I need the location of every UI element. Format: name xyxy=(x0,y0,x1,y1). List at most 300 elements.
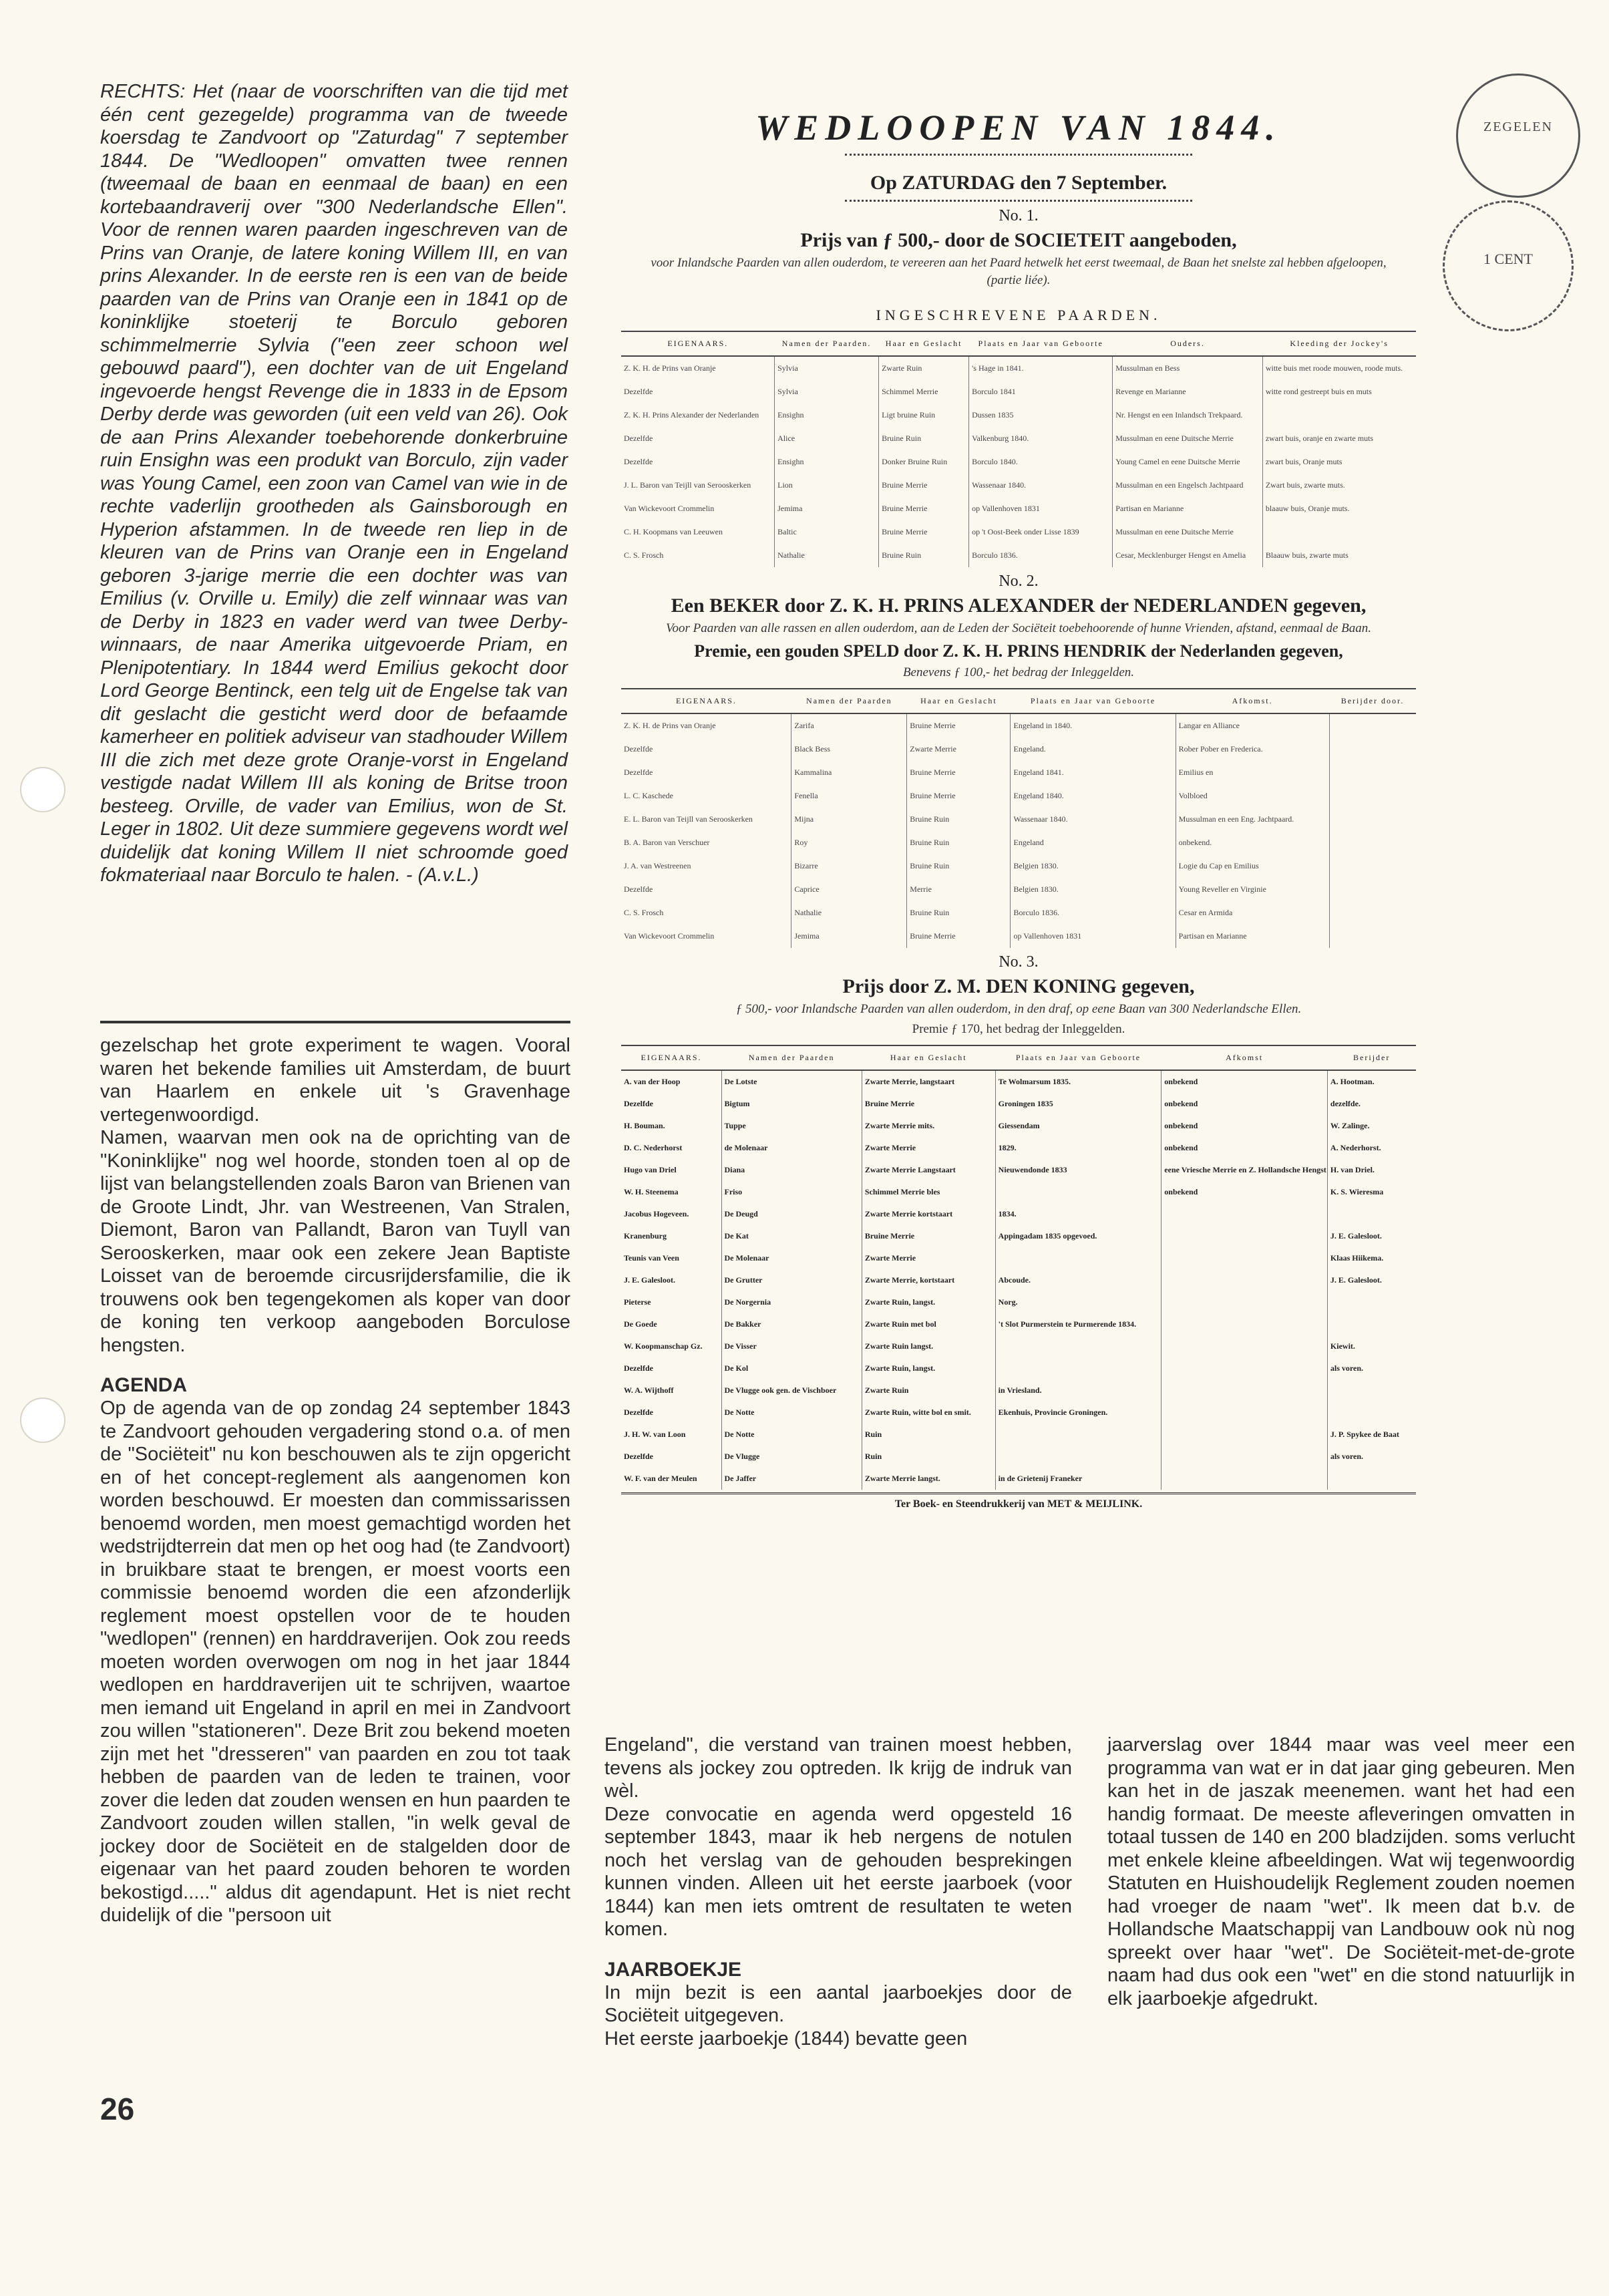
table-cell: 1829. xyxy=(995,1137,1161,1159)
paragraph: Het eerste jaarboekje (1844) bevatte geen xyxy=(604,2027,968,2049)
table-cell: Zwarte Merrie xyxy=(862,1137,995,1159)
table-header: Plaats en Jaar van Geboorte xyxy=(1011,689,1176,713)
table-cell xyxy=(1329,737,1416,761)
table-cell xyxy=(1161,1335,1328,1357)
table-cell: Zwarte Ruin langst. xyxy=(862,1335,995,1357)
table-header: Namen der Paarden xyxy=(721,1045,862,1070)
table-cell: op Vallenhoven 1831 xyxy=(1011,925,1176,948)
table-cell: Bruine Merrie xyxy=(879,474,969,497)
table-row xyxy=(621,1313,1416,1335)
table-row xyxy=(621,713,1416,737)
table-cell: W. F. van der Meulen xyxy=(624,1474,697,1483)
photo-caption: RECHTS: Het (naar de voorschriften van die tijd met één cent gezegelde) programma van de tweede koersdag te Zandvoort op "Zaturdag" 7 september 1844. De "Wedloopen" omvatten twee rennen (tweemaal de baan en eenmaal de baan) en een kortebaandraverij over "300 Nederlandsche Ellen". Voor de rennen waren paarden ingeschreven van de Prins van Oranje, de latere koning Willem III, en van prins Alexander. In de eerste ren is een van de beide paarden van de Prins van Oranje een in 1841 op de koninklijke stoeterij te Borculo geboren schimmelmerrie Sylvia ("een zeer schoon wel gebouwd paard"), een dochter van de uit Engeland ingevoerde hengst Revenge die in 1833 in de Epsom Derby derde was geworden (uit een veld van 26). Ook de aan Prins Alexander toebehorende donkerbruine ruin Ensighn was een produkt van Borculo, zijn vader was Young Camel, een zoon van Camel van wie in de rechte vaderlijn grootheden als Gainsborough en Hyperion afstammen. In de tweede ren liep in de kleuren van de Prins van Oranje een in Engeland geboren 3-jarige merrie die een dochter was van Emilius (v. Orville u. Emily) die zelf winnaar was van de Derby in 1823 en vader werd van twee Derby-winnaars, de naar Amerika uitgevoerde Priam, en Plenipotentiary. In 1844 werd Emilius gekocht door Lord George Bentinck, een telg uit de Engelse tak van dit geslacht die gesticht werd door de befaamde kamerheer en politiek adviseur van stadhouder Willem III die zich met deze grote Oranje-vorst in Engeland vestigde nadat Willem III als koning de Britse troon besteeg. Orville, de vader van Emilius, won de St. Leger in 1802. Uit deze summiere gegevens wordt wel duidelijk dat koning Willem II niet schroomde goed fokmateriaal naar Borculo te halen. - (A.v.L.) xyxy=(100,81,568,886)
table-cell: Groningen 1835 xyxy=(995,1093,1161,1115)
table-row xyxy=(621,1137,1416,1159)
table-cell: W. Zalinge. xyxy=(1327,1115,1416,1137)
table-cell xyxy=(1329,808,1416,831)
paragraph: In mijn bezit is een aantal jaarboekjes door de Sociëteit uitgegeven. xyxy=(604,1981,1072,2026)
paragraph: Namen, waarvan men ook na de oprichting van de "Koninklijke" nog wel hoorde, stonden toen al op de lijst van belangstellenden zoals Baron van Brienen van de Groote Lindt, Jhr. van Westreenen, Van Stralen, Diemont, Baron van Pallandt, Baron van Tuyll van Serooskerken, maar ook een zekere Jean Baptiste Loisset van de beroemde circusrijdersfamilie, die ik trouwens ook ben tegengekomen als koper van door de koning ten verkoop aangeboden Borculose hengsten. xyxy=(100,1127,570,1356)
table-row xyxy=(621,1247,1416,1269)
table-cell: Fenella xyxy=(791,784,907,808)
table-cell: Engeland 1840. xyxy=(1011,784,1176,808)
table-cell xyxy=(995,1335,1161,1357)
table-cell: witte buis met roode mouwen, roode muts. xyxy=(1262,356,1416,380)
table-cell: Sylvia xyxy=(775,380,879,403)
table-cell: Z. K. H. Prins Alexander der Nederlanden xyxy=(624,410,759,420)
table-cell xyxy=(1262,403,1416,427)
table-cell: Partisan en Marianne xyxy=(1176,925,1329,948)
table-row xyxy=(621,1446,1416,1468)
table-cell: onbekend xyxy=(1161,1070,1328,1093)
dotted-divider xyxy=(845,200,1192,202)
table-cell: Ligt bruine Ruin xyxy=(879,403,969,427)
race-premium: Premie ƒ 170, het bedrag der Inleggelden. xyxy=(912,1022,1125,1036)
table-cell: Zwarte Ruin, langst. xyxy=(862,1291,995,1313)
table-row xyxy=(621,356,1416,380)
table-cell: De Deugd xyxy=(721,1203,862,1225)
table-cell: Dezelfde xyxy=(624,434,653,443)
table-header: Namen der Paarden. xyxy=(775,331,879,356)
table-row xyxy=(621,784,1416,808)
table-cell: Black Bess xyxy=(791,737,907,761)
table-cell xyxy=(1161,1225,1328,1247)
table-cell: Mijna xyxy=(791,808,907,831)
table-cell xyxy=(1329,854,1416,878)
table-row xyxy=(621,474,1416,497)
table-cell: Ruin xyxy=(862,1424,995,1446)
table-cell: Bruine Merrie xyxy=(862,1093,995,1115)
table-cell: Zwarte Merrie kortstaart xyxy=(862,1203,995,1225)
table-row xyxy=(621,427,1416,450)
table-cell xyxy=(1161,1357,1328,1379)
table-row xyxy=(621,1269,1416,1291)
table-cell: W. Koopmanschap Gz. xyxy=(624,1341,703,1351)
table-cell: Nathalie xyxy=(791,901,907,925)
table-cell: J. L. Baron van Teijll van Serooskerken xyxy=(624,480,751,490)
table-cell: Mussulman en eene Duitsche Merrie xyxy=(1113,520,1263,544)
table-cell xyxy=(1329,878,1416,901)
table-cell: D. C. Nederhorst xyxy=(624,1143,683,1152)
table-header: Berijder door. xyxy=(1329,689,1416,713)
table-cell: Te Wolmarsum 1835. xyxy=(995,1070,1161,1093)
table-cell: Abcoude. xyxy=(995,1269,1161,1291)
table-cell: Engeland xyxy=(1011,831,1176,854)
table-cell: L. C. Kaschede xyxy=(624,791,673,800)
table-cell: De Molenaar xyxy=(721,1247,862,1269)
right-column: jaarverslag over 1844 maar was veel meer een programma van wat er in dat jaar ging gebeuren. Men kan het in de jaszak meenemen. want het had een handig formaat. De meeste afleveringen omvatten in totaal tussen de 140 en 200 bladzijden. soms verlucht met enkele kleine afbeeldingen. Wat wij tegenwoordig Statuten en Huishoudelijk Reglement zouden noemen had vroeger de naam "wet". Ik meen dat b.v. de Hollandsche Maatschappij van Landbouw ook nù nog spreekt over haar "wet". De Sociëteit-met-de-grote naam had dus ook een "wet" en die stond natuurlijk in elk jaarboekje afgedrukt. xyxy=(1107,1734,1575,2009)
table-cell: Jemima xyxy=(775,497,879,520)
table-row xyxy=(621,1070,1416,1093)
table-cell: Schimmel Merrie bles xyxy=(862,1181,995,1203)
table-cell xyxy=(995,1357,1161,1379)
table-cell: Bruine Merrie xyxy=(907,925,1011,948)
race-number: No. 3. xyxy=(999,953,1039,971)
table-cell: Bruine Ruin xyxy=(907,901,1011,925)
table-row xyxy=(621,1181,1416,1203)
table-row xyxy=(621,878,1416,901)
table-row xyxy=(621,1402,1416,1424)
table-cell xyxy=(1329,831,1416,854)
table-cell: Zwarte Ruin met bol xyxy=(862,1313,995,1335)
table-cell: Bruine Ruin xyxy=(879,427,969,450)
table-cell xyxy=(995,1446,1161,1468)
table-cell: Engeland in 1840. xyxy=(1011,713,1176,737)
table-cell: A. van der Hoop xyxy=(624,1077,681,1086)
table-cell: C. H. Koopmans van Leeuwen xyxy=(624,527,723,536)
table-cell: Borculo 1836. xyxy=(1011,901,1176,925)
table-cell xyxy=(1161,1468,1328,1490)
table-row xyxy=(621,1379,1416,1402)
table-cell: Nr. Hengst en een Inlandsch Trekpaard. xyxy=(1113,403,1263,427)
table-cell: Zwarte Merrie Langstaart xyxy=(862,1159,995,1181)
table-cell: J. E. Galesloot. xyxy=(1327,1269,1416,1291)
table-cell: Merrie xyxy=(907,878,1011,901)
table-header: Afkomst. xyxy=(1176,689,1329,713)
printer-line: Ter Boek- en Steendrukkerij van MET & MEIJLINK. xyxy=(621,1492,1416,1510)
table-cell: Alice xyxy=(775,427,879,450)
table-cell: als voren. xyxy=(1327,1357,1416,1379)
table-cell xyxy=(995,1424,1161,1446)
table-cell: Zwarte Ruin xyxy=(879,356,969,380)
table-cell: Ekenhuis, Provincie Groningen. xyxy=(995,1402,1161,1424)
table-cell: Bruine Merrie xyxy=(862,1225,995,1247)
table-cell: Ruin xyxy=(862,1446,995,1468)
table-cell: Bruine Merrie xyxy=(907,761,1011,784)
table-row xyxy=(621,1291,1416,1313)
table-cell: H. Bouman. xyxy=(624,1121,665,1130)
table-cell: Young Camel en eene Duitsche Merrie xyxy=(1113,450,1263,474)
race-premium: Premie, een gouden SPELD door Z. K. H. PRINS HENDRIK der Nederlanden gegeven, xyxy=(694,641,1343,661)
table-cell: Bruine Merrie xyxy=(907,713,1011,737)
table-row xyxy=(621,737,1416,761)
table-cell: W. H. Steenema xyxy=(624,1187,679,1196)
table-cell: De Kat xyxy=(721,1225,862,1247)
table-row xyxy=(621,925,1416,948)
table-row xyxy=(621,901,1416,925)
table-cell: Zwarte Merrie, langstaart xyxy=(862,1070,995,1093)
jaarboekje-heading: JAARBOEKJE xyxy=(604,1958,742,1981)
table-cell: Langar en Alliance xyxy=(1176,713,1329,737)
table-cell: de Molenaar xyxy=(721,1137,862,1159)
table-row xyxy=(621,450,1416,474)
table-cell: Ensighn xyxy=(775,450,879,474)
table-header: Kleeding der Jockey's xyxy=(1262,331,1416,356)
table-cell xyxy=(1161,1313,1328,1335)
table-cell: Belgien 1830. xyxy=(1011,878,1176,901)
table-row xyxy=(621,1115,1416,1137)
table-cell: onbekend xyxy=(1161,1181,1328,1203)
postmark-stamp xyxy=(1443,200,1574,331)
table-cell xyxy=(1329,901,1416,925)
table-cell: A. Hootman. xyxy=(1327,1070,1416,1093)
table-row xyxy=(621,1159,1416,1181)
table-cell xyxy=(1327,1203,1416,1225)
table-row xyxy=(621,1225,1416,1247)
table-cell xyxy=(1161,1291,1328,1313)
table-cell: Tuppe xyxy=(721,1115,862,1137)
table-row xyxy=(621,854,1416,878)
table-cell: Zwarte Ruin, langst. xyxy=(862,1357,995,1379)
table-cell: Bruine Ruin xyxy=(907,831,1011,854)
table-cell: Klaas Hiikema. xyxy=(1327,1247,1416,1269)
table-row xyxy=(621,1335,1416,1357)
race1-table xyxy=(621,331,1416,567)
table-cell xyxy=(1161,1402,1328,1424)
table-cell: Cesar en Armida xyxy=(1176,901,1329,925)
table-row xyxy=(621,380,1416,403)
table-cell: onbekend. xyxy=(1176,831,1329,854)
table-header: Ouders. xyxy=(1113,331,1263,356)
table-cell: Hugo van Driel xyxy=(624,1165,677,1174)
table-cell xyxy=(1161,1247,1328,1269)
table-cell: Borculo 1836. xyxy=(969,544,1113,567)
table-cell: Valkenburg 1840. xyxy=(969,427,1113,450)
table-cell: als voren. xyxy=(1327,1446,1416,1468)
table-header: Haar en Geslacht xyxy=(862,1045,995,1070)
table-header: Haar en Geslacht xyxy=(879,331,969,356)
table-cell: De Grutter xyxy=(721,1269,862,1291)
table-cell: Borculo 1840. xyxy=(969,450,1113,474)
paragraph: Engeland", die verstand van trainen moest hebben, tevens als jockey zou optreden. Ik krijg de indruk van wèl. xyxy=(604,1734,1072,1802)
table-cell: Cesar, Mecklenburger Hengst en Amelia xyxy=(1113,544,1263,567)
table-cell: onbekend xyxy=(1161,1093,1328,1115)
table-cell: Belgien 1830. xyxy=(1011,854,1176,878)
table-cell: Zwart buis, zwarte muts. xyxy=(1262,474,1416,497)
table-cell: Giessendam xyxy=(995,1115,1161,1137)
table-cell: Blaauw buis, zwarte muts xyxy=(1262,544,1416,567)
table-cell: Rober Pober en Frederica. xyxy=(1176,737,1329,761)
table-cell: Zarifa xyxy=(791,713,907,737)
table-header: EIGENAARS. xyxy=(621,1045,721,1070)
table-cell: A. Nederhorst. xyxy=(1327,1137,1416,1159)
table-cell: Teunis van Veen xyxy=(624,1253,679,1263)
table-cell xyxy=(1161,1424,1328,1446)
race2-table xyxy=(621,688,1416,948)
table-cell: Sylvia xyxy=(775,356,879,380)
table-cell: Bruine Ruin xyxy=(907,808,1011,831)
table-cell: Caprice xyxy=(791,878,907,901)
table-cell: Roy xyxy=(791,831,907,854)
table-cell: Van Wickevoort Crommelin xyxy=(624,504,715,513)
table-cell xyxy=(1262,520,1416,544)
table-cell: onbekend xyxy=(1161,1137,1328,1159)
table-cell xyxy=(995,1247,1161,1269)
table-cell xyxy=(1327,1468,1416,1490)
agenda-heading: AGENDA xyxy=(100,1374,188,1396)
paragraph: gezelschap het grote experiment te wagen. Vooral waren het bekende families uit Amsterdam, de buurt van Haarlem en enkele uit 's Gravenhage vertegenwoordigd. xyxy=(100,1035,570,1126)
table-cell: Baltic xyxy=(775,520,879,544)
table-cell: Bruine Merrie xyxy=(907,784,1011,808)
poster-date: Op ZATURDAG den 7 September. xyxy=(870,172,1168,194)
table-cell: H. van Driel. xyxy=(1327,1159,1416,1181)
table-cell: Young Reveller en Virginie xyxy=(1176,878,1329,901)
table-cell: De Vlugge ook gen. de Vischboer xyxy=(721,1379,862,1402)
paragraph: Deze convocatie en agenda werd opgesteld 16 september 1843, maar ik heb nergens de notulen noch het verslag van de gehouden besprekingen kunnen vinden. Alleen uit het eerste jaarboek (voor 1844) kan men iets omtrent de resultaten te weten komen. xyxy=(604,1803,1072,1940)
race-description: voor Inlandsche Paarden van allen ouderdom, te vereeren aan het Paard hetwelk het eerst tweemaal, de Baan het snelste zal hebben afgeloopen, (partie liée). xyxy=(651,256,1387,287)
race-description: ƒ 500,- voor Inlandsche Paarden van allen ouderdom, in den draf, op eene Baan van 300 Nederlandsche Ellen. xyxy=(735,1002,1302,1016)
table-cell xyxy=(1327,1402,1416,1424)
table-cell: Volbloed xyxy=(1176,784,1329,808)
table-row xyxy=(621,1093,1416,1115)
caption-divider xyxy=(100,1021,570,1023)
table-cell: Dezelfde xyxy=(624,768,653,777)
tax-stamp-seal xyxy=(1456,73,1580,198)
race3-table xyxy=(621,1045,1416,1490)
table-cell: Jacobus Hogeveen. xyxy=(624,1209,689,1218)
table-row xyxy=(621,497,1416,520)
table-cell xyxy=(995,1181,1161,1203)
table-cell: Wassenaar 1840. xyxy=(969,474,1113,497)
table-cell: onbekend xyxy=(1161,1115,1328,1137)
table-cell: Mussulman en eene Duitsche Merrie xyxy=(1113,427,1263,450)
race-prize: Een BEKER door Z. K. H. PRINS ALEXANDER der NEDERLANDEN gegeven, xyxy=(671,595,1367,617)
table-cell: Zwarte Merrie langst. xyxy=(862,1468,995,1490)
table-cell: Dezelfde xyxy=(624,1408,653,1417)
table-cell: J. H. W. van Loon xyxy=(624,1430,686,1439)
table-cell: Dezelfde xyxy=(624,744,653,754)
race-description: Voor Paarden van alle rassen en allen ouderdom, aan de Leden der Sociëteit toebehoorende of hunne Vrienden, afstand, eenmaal de Baan. xyxy=(665,621,1372,635)
table-cell: Dezelfde xyxy=(624,884,653,894)
table-cell: De Norgernia xyxy=(721,1291,862,1313)
table-cell: in de Grietenij Franeker xyxy=(995,1468,1161,1490)
table-row xyxy=(621,1357,1416,1379)
table-cell: W. A. Wijthoff xyxy=(624,1385,674,1395)
table-cell: Zwarte Ruin, witte bol en smit. xyxy=(862,1402,995,1424)
table-cell: zwart buis, oranje en zwarte muts xyxy=(1262,427,1416,450)
table-cell: Kranenburg xyxy=(624,1231,667,1241)
table-cell: Bigtum xyxy=(721,1093,862,1115)
punch-hole xyxy=(20,767,65,812)
table-cell: Mussulman en Bess xyxy=(1113,356,1263,380)
table-cell xyxy=(1329,761,1416,784)
table-header: Afkomst xyxy=(1161,1045,1328,1070)
table-row xyxy=(621,403,1416,427)
table-cell: De Jaffer xyxy=(721,1468,862,1490)
middle-column xyxy=(604,1734,1072,2050)
table-row xyxy=(621,831,1416,854)
table-cell: Jemima xyxy=(791,925,907,948)
table-cell: Partisan en Marianne xyxy=(1113,497,1263,520)
table-cell: Norg. xyxy=(995,1291,1161,1313)
table-cell: Diana xyxy=(721,1159,862,1181)
race-number: No. 2. xyxy=(999,572,1039,590)
table-cell xyxy=(1329,713,1416,737)
table-row xyxy=(621,1468,1416,1490)
table-cell: Ensighn xyxy=(775,403,879,427)
table-cell: Zwarte Merrie mits. xyxy=(862,1115,995,1137)
dotted-divider xyxy=(845,154,1192,156)
table-cell: Bruine Ruin xyxy=(907,854,1011,878)
table-cell xyxy=(1161,1203,1328,1225)
table-cell: op 't Oost-Beek onder Lisse 1839 xyxy=(969,520,1113,544)
table-cell: Schimmel Merrie xyxy=(879,380,969,403)
table-header: Namen der Paarden xyxy=(791,689,907,713)
table-cell xyxy=(1161,1379,1328,1402)
table-cell: De Visser xyxy=(721,1335,862,1357)
table-header: Haar en Geslacht xyxy=(907,689,1011,713)
entries-heading: INGESCHREVENE PAARDEN. xyxy=(876,307,1161,323)
table-cell: Bruine Merrie xyxy=(879,520,969,544)
table-cell: Dezelfde xyxy=(624,1363,653,1373)
table-cell xyxy=(1161,1269,1328,1291)
table-cell: De Vlugge xyxy=(721,1446,862,1468)
table-row xyxy=(621,1424,1416,1446)
race-program-poster xyxy=(621,100,1416,1710)
table-cell: De Notte xyxy=(721,1402,862,1424)
agenda-paragraph: Op de agenda van de op zondag 24 september 1843 te Zandvoort gehouden vergadering stond o.a. of men de "Sociëteit" nu kon beschouwen als te zijn opgericht en of het concept-reglement als aangenomen kon worden beschouwd. Er moesten dan commissarissen benoemd worden, men moest gemachtigd worden het wedstrijdterrein dat men op het oog had (te Zandvoort) in bruikbare staat te brengen, er moest voorts een commissie benoemd worden die een afzonderlijk reglement moest opstellen voor de te houden "wedlopen" (rennen) en harddraverijen. Ook zou reeds moeten worden overwogen om nog in het jaar 1844 wedlopen en harddraverijen uit te schrijven, waartoe men iemand uit Engeland in april en mei in Zandvoort zou willen "stationeren". Deze Brit zou bekend moeten zijn met het "dresseren" van paarden en zou tot taak hebben de paarden van de leden te trainen, voor zover die leden dat zouden wensen en hun paarden te Zandvoort zouden willen stallen, "in welk geval de jockey door de Sociëteit en de stalgelden door de eigenaar van het paard zouden behoren te worden bekostigd....." aldus dit agendapunt. Het is niet recht duidelijk of die "persoon uit xyxy=(100,1398,570,1926)
table-cell: Engeland. xyxy=(1011,737,1176,761)
table-cell: Borculo 1841 xyxy=(969,380,1113,403)
table-row xyxy=(621,544,1416,567)
page-number: 26 xyxy=(100,2092,135,2126)
table-cell: eene Vriesche Merrie en Z. Hollandsche Hengst xyxy=(1161,1159,1328,1181)
table-cell xyxy=(1327,1313,1416,1335)
table-cell: 1834. xyxy=(995,1203,1161,1225)
race-prize: Prijs van ƒ 500,- door de SOCIETEIT aangeboden, xyxy=(800,229,1237,251)
table-cell xyxy=(1329,784,1416,808)
table-cell xyxy=(1161,1446,1328,1468)
table-header: Berijder xyxy=(1327,1045,1416,1070)
table-cell: J. E. Galesloot. xyxy=(1327,1225,1416,1247)
table-cell: Friso xyxy=(721,1181,862,1203)
table-cell: witte rond gestreept buis en muts xyxy=(1262,380,1416,403)
table-header: Plaats en Jaar van Geboorte xyxy=(969,331,1113,356)
table-cell: Lion xyxy=(775,474,879,497)
table-cell: Mussulman en een Engelsch Jachtpaard xyxy=(1113,474,1263,497)
table-cell: Nathalie xyxy=(775,544,879,567)
stamp-text: ZEGELEN xyxy=(1483,120,1553,134)
table-row xyxy=(621,808,1416,831)
table-cell: De Bakker xyxy=(721,1313,862,1335)
table-cell: Zwarte Merrie xyxy=(862,1247,995,1269)
table-cell: De Notte xyxy=(721,1424,862,1446)
table-cell: Kammalina xyxy=(791,761,907,784)
left-column xyxy=(100,1034,570,1927)
table-cell: Nieuwendonde 1833 xyxy=(995,1159,1161,1181)
table-header: EIGENAARS. xyxy=(621,689,791,713)
table-cell: C. S. Frosch xyxy=(624,550,664,560)
table-cell: Dezelfde xyxy=(624,387,653,396)
race-prize: Prijs door Z. M. DEN KONING gegeven, xyxy=(842,975,1195,997)
table-cell: Bruine Merrie xyxy=(879,497,969,520)
table-cell: Wassenaar 1840. xyxy=(1011,808,1176,831)
table-header: Plaats en Jaar van Geboorte xyxy=(995,1045,1161,1070)
table-cell: Dezelfde xyxy=(624,1099,653,1108)
table-cell xyxy=(1329,925,1416,948)
table-cell: Logie du Cap en Emilius xyxy=(1176,854,1329,878)
table-cell: B. A. Baron van Verschuer xyxy=(624,838,710,847)
table-cell: Z. K. H. de Prins van Oranje xyxy=(624,363,716,373)
table-cell: Pieterse xyxy=(624,1297,651,1307)
table-cell: Emilius en xyxy=(1176,761,1329,784)
race-number: No. 1. xyxy=(999,207,1039,224)
table-cell: Dezelfde xyxy=(624,1452,653,1461)
table-cell: Mussulman en een Eng. Jachtpaard. xyxy=(1176,808,1329,831)
table-row xyxy=(621,761,1416,784)
table-cell: Zwarte Ruin xyxy=(862,1379,995,1402)
table-cell: zwart buis, Oranje muts xyxy=(1262,450,1416,474)
table-cell: in Vriesland. xyxy=(995,1379,1161,1402)
table-cell: Van Wickevoort Crommelin xyxy=(624,931,715,941)
table-cell: J. A. van Westreenen xyxy=(624,861,691,870)
poster-title: WEDLOOPEN VAN 1844. xyxy=(755,108,1282,148)
table-cell: Engeland 1841. xyxy=(1011,761,1176,784)
table-cell: Dussen 1835 xyxy=(969,403,1113,427)
table-cell: blaauw buis, Oranje muts. xyxy=(1262,497,1416,520)
table-row xyxy=(621,520,1416,544)
table-cell: Z. K. H. de Prins van Oranje xyxy=(624,721,716,730)
table-cell: Zwarte Merrie, kortstaart xyxy=(862,1269,995,1291)
